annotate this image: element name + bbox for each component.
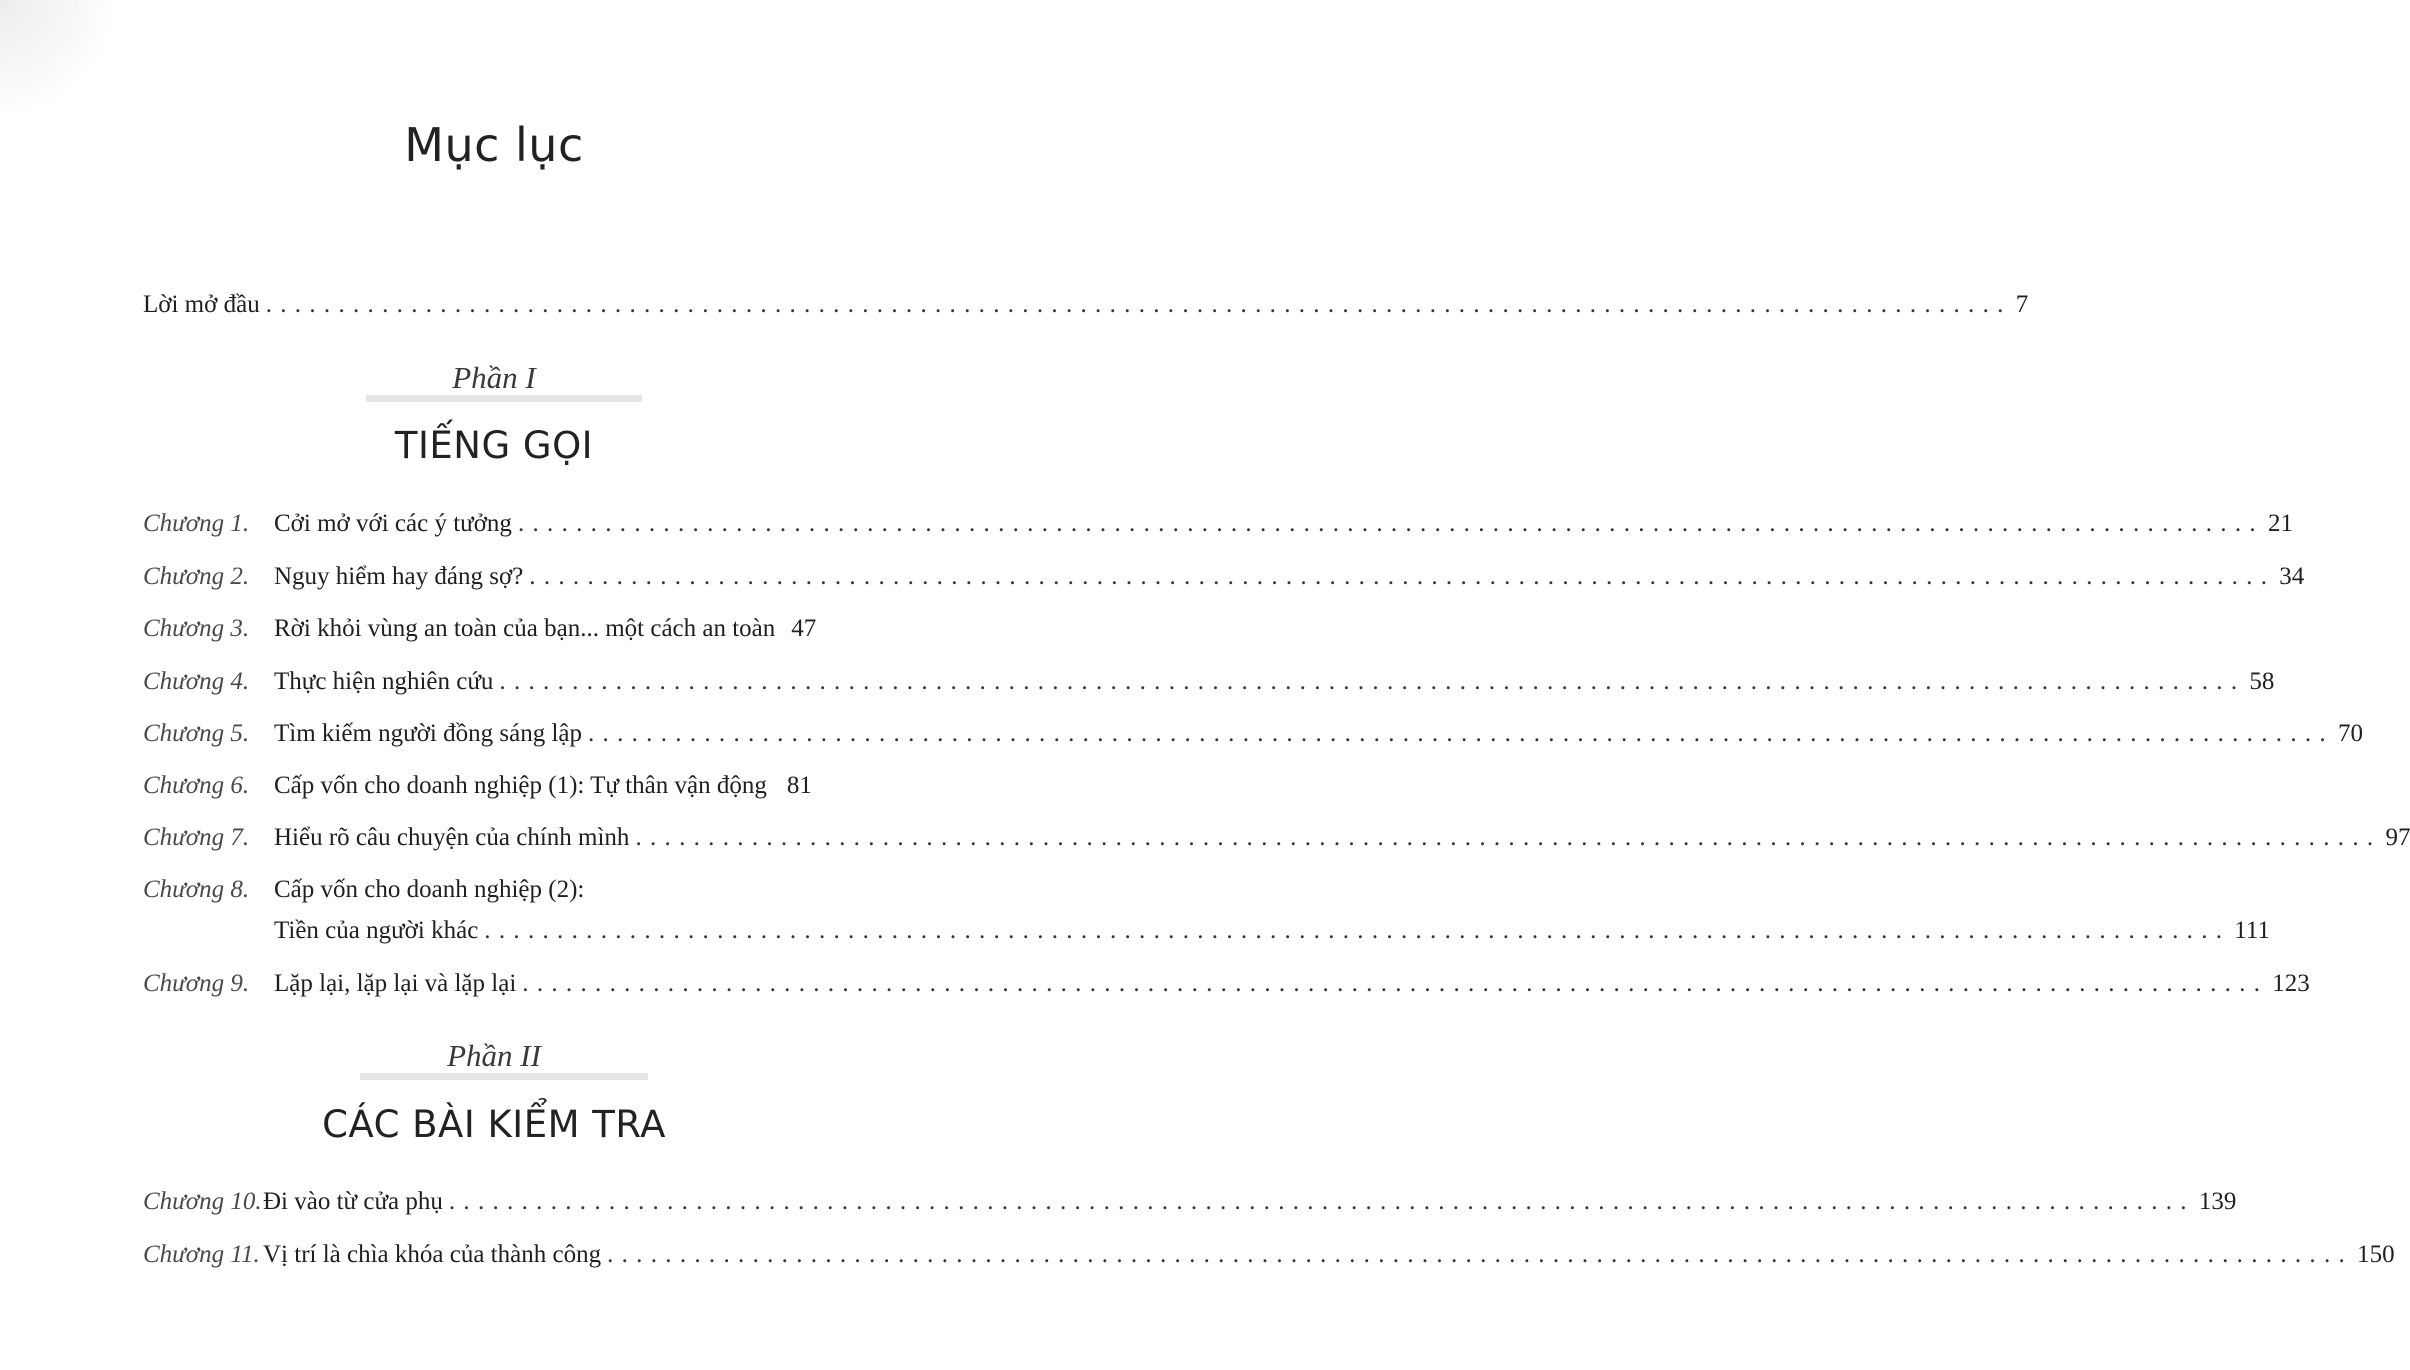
toc-entry-title-line2: Tiền của người khác: [274, 911, 484, 951]
page-number: 34: [2279, 563, 2305, 590]
page-title: Mục lục: [404, 118, 584, 172]
toc-entry-title: Lặp lại, lặp lại và lặp lại: [274, 964, 522, 1004]
chapter-label: Chương 11.: [143, 1241, 260, 1268]
toc-entry-chapter-4[interactable]: [143, 662, 2275, 702]
toc-entry-preface[interactable]: [143, 285, 2029, 325]
part-label: Phần II: [447, 1038, 541, 1073]
toc-entry-title: Cấp vốn cho doanh nghiệp (1): Tự thân vận động: [274, 766, 783, 806]
dot-leader: ........................................................................................................................: [499, 668, 2246, 695]
part-label: Phần I: [452, 360, 536, 395]
chapter-label: Chương 6.: [143, 772, 250, 799]
page-number: 139: [2198, 1188, 2237, 1215]
toc-entry-title: Thực hiện nghiên cứu: [274, 662, 499, 702]
dot-leader: ........................................................................................................................: [522, 970, 2269, 997]
toc-entry-title: Rời khỏi vùng an toàn của bạn... một cách an toàn: [274, 609, 787, 649]
chapter-label: Chương 3.: [143, 615, 250, 642]
dot-leader: ........................................................................................................................: [517, 510, 2264, 537]
toc-entry-chapter-6[interactable]: [143, 766, 864, 806]
chapter-label: Chương 9.: [143, 970, 250, 997]
toc-entry-title: Nguy hiểm hay đáng sợ?: [274, 557, 529, 597]
page-number: 111: [2234, 917, 2270, 944]
page-corner-shadow: [0, 0, 120, 120]
page-number: 21: [2267, 510, 2293, 537]
toc-entry-chapter-2[interactable]: [143, 557, 2305, 597]
page-number: 58: [2249, 668, 2275, 695]
part-divider: [366, 395, 642, 402]
toc-entry-title: Cởi mở với các ý tưởng: [274, 504, 518, 544]
toc-entry: [143, 285, 2029, 325]
dot-leader: ........................................................................................................................: [529, 563, 2276, 590]
page-number: 47: [791, 615, 817, 642]
page-number: 81: [786, 772, 812, 799]
toc-entry-chapter-5[interactable]: [143, 714, 2363, 754]
dot-leader: ........................................................................................................................: [484, 917, 2231, 944]
toc-entry-chapter-8[interactable]: [143, 870, 864, 910]
page-number: 123: [2272, 970, 2310, 997]
dot-leader: ........................................................................................................................: [448, 1188, 2195, 1215]
toc-entry-title: Tìm kiếm người đồng sáng lập: [274, 714, 588, 754]
toc-entry-chapter-7[interactable]: [143, 818, 2410, 858]
toc-entry-chapter-9[interactable]: [143, 964, 2310, 1004]
part-divider: [360, 1073, 648, 1080]
chapter-label: Chương 10.: [143, 1188, 262, 1215]
chapter-label: Chương 8.: [143, 876, 250, 903]
toc-entry-title: Lời mở đầu: [143, 285, 266, 325]
chapter-label: Chương 4.: [143, 668, 250, 695]
page-number: 97: [2385, 824, 2410, 851]
dot-leader: ........................................................................................................................: [635, 824, 2382, 851]
page-number: 150: [2357, 1241, 2395, 1268]
chapter-label: Chương 7.: [143, 824, 250, 851]
toc-entry-chapter-10[interactable]: [143, 1182, 2237, 1222]
toc-entry-chapter-11[interactable]: [143, 1235, 2395, 1275]
toc-entry-title: Vị trí là chìa khóa của thành công: [263, 1235, 607, 1275]
dot-leader: ........................................................................................................................: [607, 1241, 2354, 1268]
toc-entry-title: Đi vào từ cửa phụ: [263, 1182, 449, 1222]
chapter-label: Chương 5.: [143, 720, 250, 747]
toc-entry-chapter-3[interactable]: [143, 609, 864, 649]
toc-entry-chapter-8-continued[interactable]: [143, 911, 2270, 951]
toc-entry-title: Cấp vốn cho doanh nghiệp (2):: [274, 870, 590, 910]
part-title: CÁC BÀI KIỂM TRA: [322, 1103, 666, 1146]
chapter-label: Chương 1.: [143, 510, 250, 537]
page-number: 70: [2337, 720, 2363, 747]
part-title: TIẾNG GỌI: [394, 424, 594, 467]
toc-entry-title: Hiểu rõ câu chuyện của chính mình: [274, 818, 635, 858]
toc-entry-chapter-1[interactable]: [143, 504, 2293, 544]
chapter-label: Chương 2.: [143, 563, 250, 590]
page-number: 7: [2015, 291, 2029, 318]
dot-leader: ........................................................................................................................: [265, 291, 2012, 318]
dot-leader: ........................................................................................................................: [587, 720, 2334, 747]
